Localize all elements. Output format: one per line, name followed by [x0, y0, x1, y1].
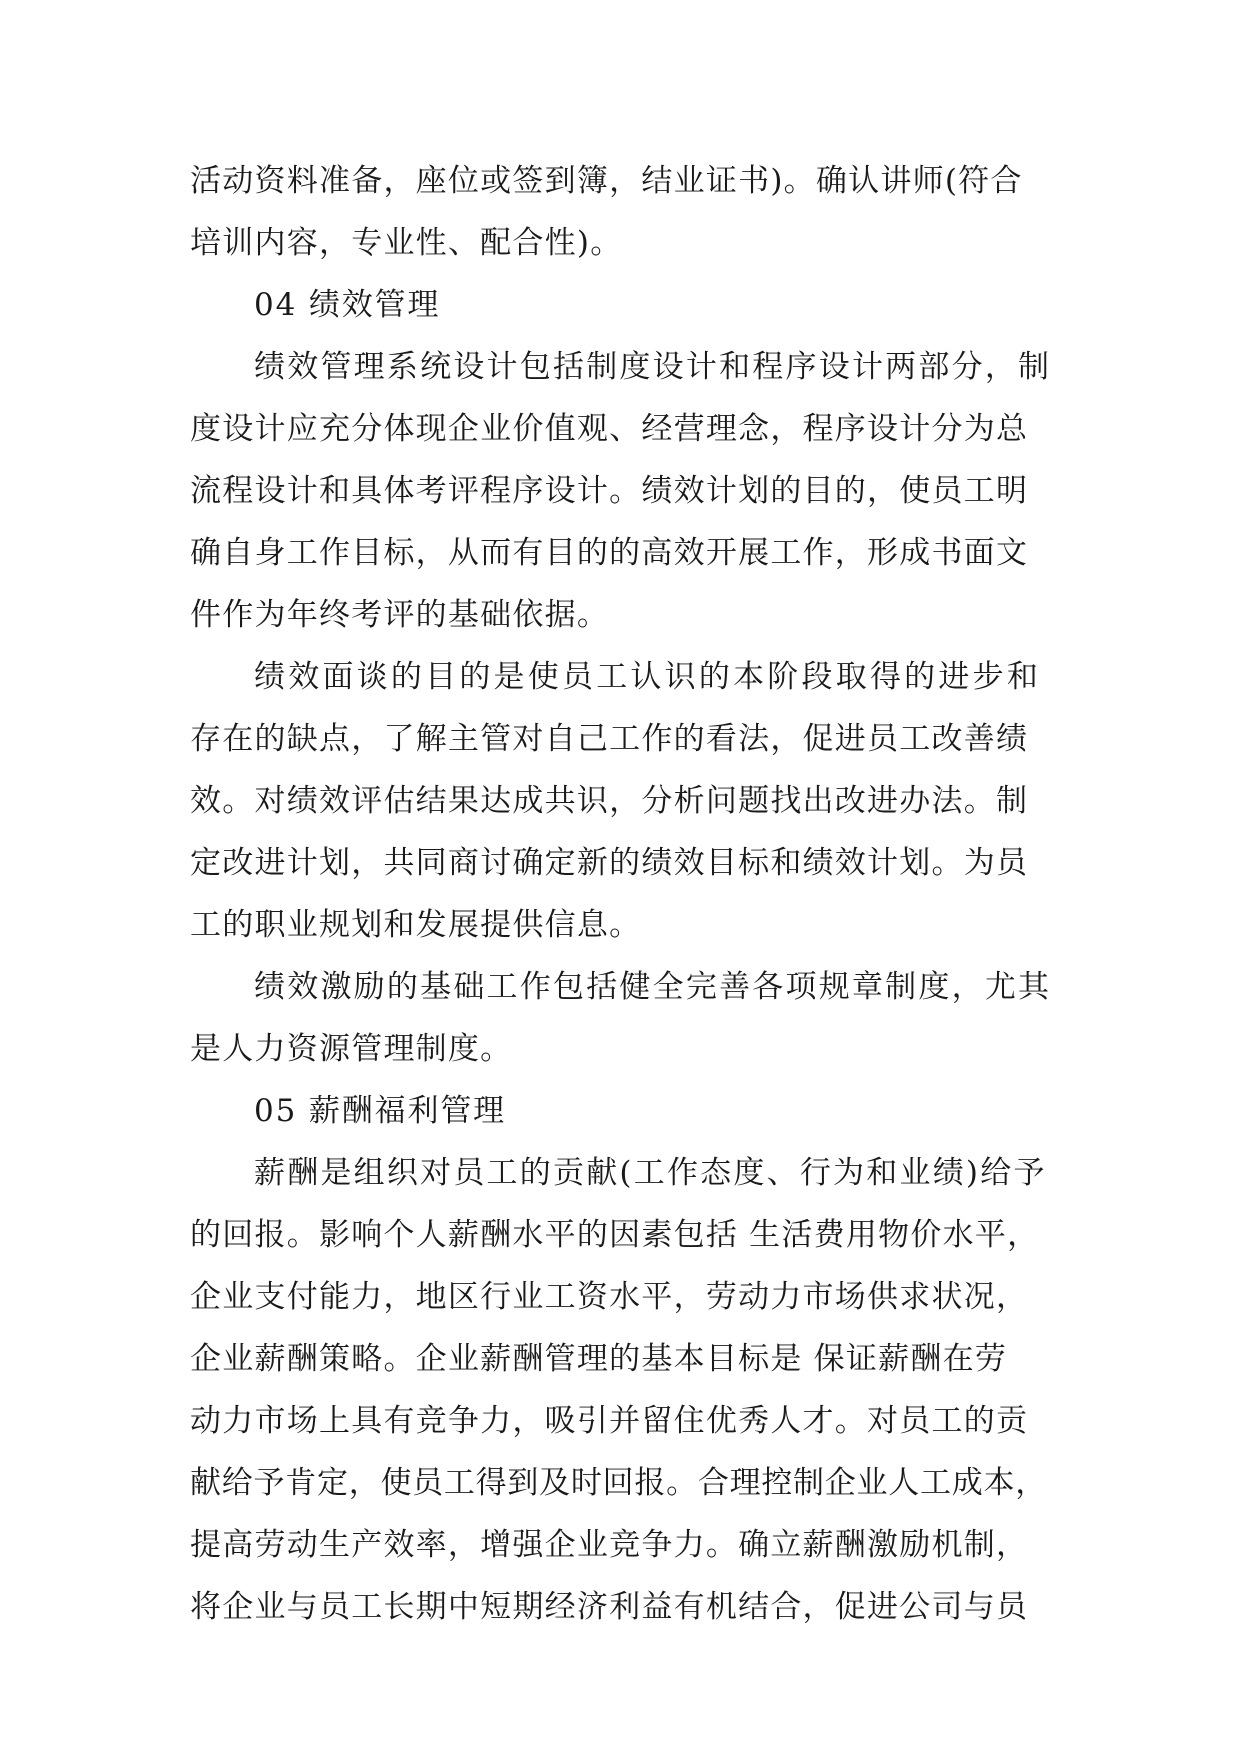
- text-line: 的回报。影响个人薪酬水平的因素包括 生活费用物价水平，: [190, 1217, 1040, 1253]
- section-heading: 05 薪酬福利管理: [254, 1093, 507, 1129]
- text-line: 度设计应充分体现企业价值观、经营理念，程序设计分为总: [190, 411, 1029, 447]
- text-line: 企业支付能力，地区行业工资水平，劳动力市场供求状况，: [190, 1279, 1029, 1315]
- text-line: 绩效激励的基础工作包括健全完善各项规章制度，尤其: [254, 969, 1052, 1005]
- text-line: 培训内容，专业性、配合性)。: [190, 225, 623, 261]
- text-line: 件作为年终考评的基础依据。: [190, 597, 610, 633]
- text-line: 将企业与员工长期中短期经济利益有机结合，促进公司与员: [190, 1589, 1029, 1625]
- section-heading: 04 绩效管理: [254, 287, 441, 323]
- text-line: 绩效面谈的目的是使员工认识的本阶段取得的进步和: [254, 659, 1042, 695]
- text-line: 确自身工作目标，从而有目的的高效开展工作，形成书面文: [190, 535, 1029, 571]
- text-line: 企业薪酬策略。企业薪酬管理的基本目标是 保证薪酬在劳: [190, 1341, 1008, 1377]
- text-line: 存在的缺点，了解主管对自己工作的看法，促进员工改善绩: [190, 721, 1029, 757]
- text-line: 定改进计划，共同商讨确定新的绩效目标和绩效计划。为员: [190, 845, 1029, 881]
- text-line: 绩效管理系统设计包括制度设计和程序设计两部分，制: [254, 349, 1052, 385]
- text-line: 薪酬是组织对员工的贡献(工作态度、行为和业绩)给予: [254, 1155, 1047, 1191]
- text-line: 活动资料准备，座位或签到簿，结业证书)。确认讲师(符合: [190, 163, 1023, 199]
- text-line: 献给予肯定，使员工得到及时回报。合理控制企业人工成本，: [190, 1465, 1047, 1501]
- document-body: [190, 150, 1052, 1638]
- text-line: 动力市场上具有竞争力，吸引并留住优秀人才。对员工的贡: [190, 1403, 1029, 1439]
- text-line: 效。对绩效评估结果达成共识，分析问题找出改进办法。制: [190, 783, 1029, 819]
- text-line: 流程设计和具体考评程序设计。绩效计划的目的，使员工明: [190, 473, 1029, 509]
- text-line: 是人力资源管理制度。: [190, 1031, 513, 1067]
- text-line: 提高劳动生产效率，增强企业竞争力。确立薪酬激励机制，: [190, 1527, 1029, 1563]
- text-line: 工的职业规划和发展提供信息。: [190, 907, 642, 943]
